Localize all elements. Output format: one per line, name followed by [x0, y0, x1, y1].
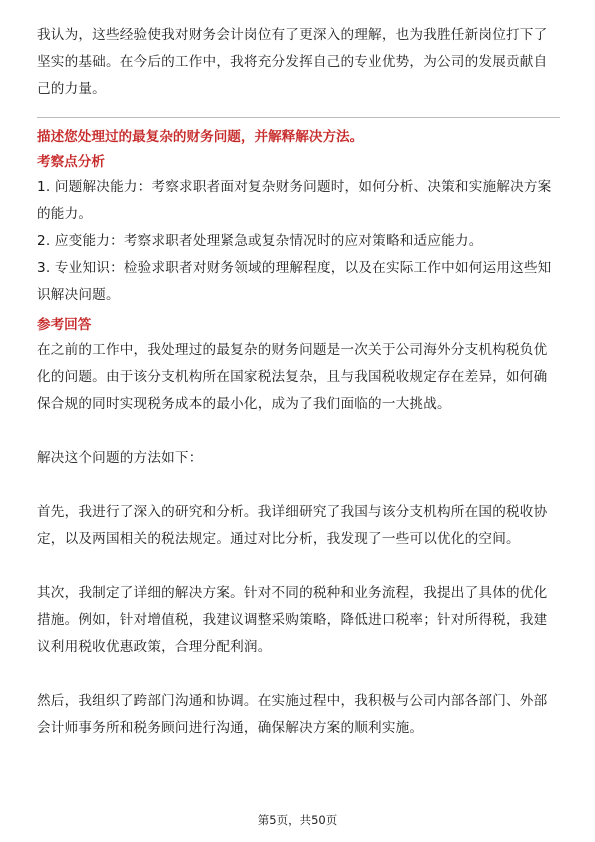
answer-paragraph: 然后，我组织了跨部门沟通和协调。在实施过程中，我积极与公司内部各部门、外部会计师事务所和税务顾问进行沟通，确保解决方案的顺利实施。 — [37, 693, 548, 736]
paragraph-gap — [37, 472, 560, 499]
paragraph-gap — [37, 418, 560, 445]
analysis-item: 3. 专业知识：检验求职者对财务领域的理解程度，以及在实际工作中如何运用这些知识解决问题。 — [37, 260, 552, 303]
answer-paragraph: 首先，我进行了深入的研究和分析。我详细研究了我国与该分支机构所在国的税收协定，以及两国相关的税法规定。通过对比分析，我发现了一些可以优化的空间。 — [37, 504, 548, 547]
analysis-item: 1. 问题解决能力：考察求职者面对复杂财务问题时，如何分析、决策和实施解决方案的能力。 — [37, 179, 552, 222]
analysis-title: 考察点分析 — [37, 154, 105, 170]
answer-title: 参考回答 — [37, 317, 92, 333]
paragraph-gap — [37, 553, 560, 580]
answer-paragraph: 其次，我制定了详细的解决方案。针对不同的税种和业务流程，我提出了具体的优化措施。例如，针对增值税，我建议调整采购策略，降低进口税率；针对所得税，我建议利用税收优惠政策，合理分配利润。 — [37, 585, 548, 655]
paragraph-gap — [37, 661, 560, 688]
page-number: 第5页，共50页 — [257, 813, 338, 827]
question-heading: 描述您处理过的最复杂的财务问题，并解释解决方法。 — [37, 129, 364, 145]
answer-paragraph: 在之前的工作中，我处理过的最复杂的财务问题是一次关于公司海外分支机构税负优化的问题。由于该分支机构所在国家税法复杂，且与我国税收规定存在差异，如何确保合规的同时实现税务成本的最小化，成为了我们面临的一大挑战。 — [37, 342, 548, 412]
intro-paragraph: 我认为，这些经验使我对财务会计岗位有了更深入的理解，也为我胜任新岗位打下了坚实的基础。在今后的工作中，我将充分发挥自己的专业优势，为公司的发展贡献自己的力量。 — [37, 27, 548, 97]
section-divider — [37, 117, 560, 118]
document-page — [37, 22, 560, 742]
analysis-item: 2. 应变能力：考察求职者处理紧急或复杂情况时的应对策略和适应能力。 — [37, 233, 483, 249]
answer-paragraph: 解决这个问题的方法如下： — [37, 450, 203, 466]
